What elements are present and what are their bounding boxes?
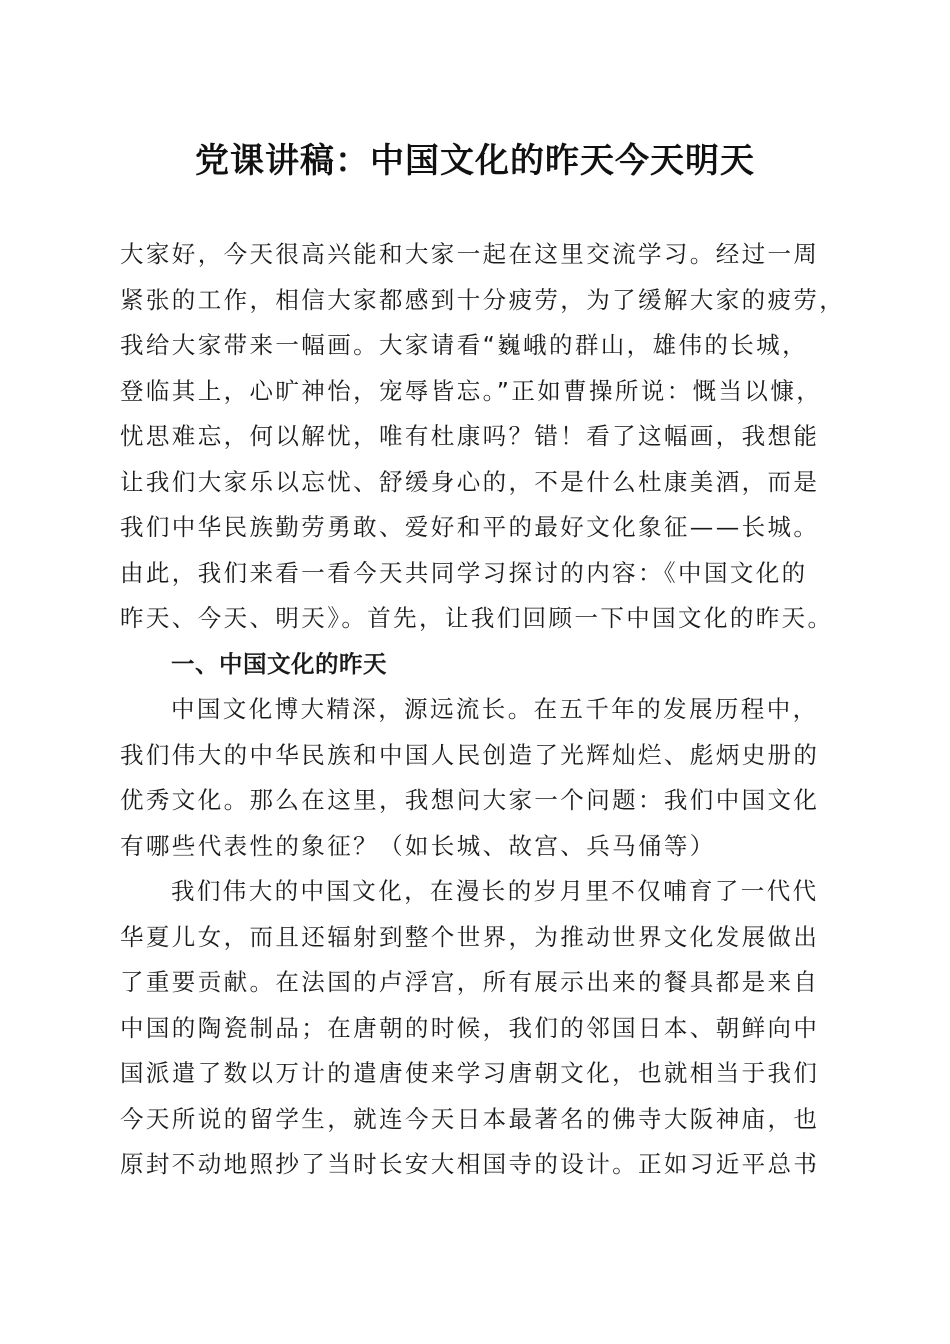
- text-line: 大家好，今天很高兴能和大家一起在这里交流学习。经过一周: [120, 240, 820, 268]
- text-line: 紧张的工作，相信大家都感到十分疲劳，为了缓解大家的疲劳，: [120, 285, 846, 314]
- text-line: 优秀文化。那么在这里，我想问大家一个问题：我们中国文化: [120, 786, 820, 814]
- text-line: 有哪些代表性的象征？（如长城、故宫、兵马俑等）: [120, 831, 716, 860]
- text-line: 由此，我们来看一看今天共同学习探讨的内容：《中国文化的: [120, 558, 808, 587]
- text-line: 中国文化博大精深，源远流长。在五千年的发展历程中，: [171, 695, 819, 723]
- text-line: 中国的陶瓷制品；在唐朝的时候，我们的邻国日本、朝鲜向中: [120, 1013, 820, 1042]
- text-line: 今天所说的留学生，就连今天日本最著名的佛寺大阪神庙，也: [120, 1104, 820, 1133]
- paragraph-influence: [120, 869, 832, 1188]
- document-title: 党课讲稿：中国文化的昨天今天明天: [195, 141, 755, 181]
- text-line: 我给大家带来一幅画。大家请看“巍峨的群山，雄伟的长城，: [120, 331, 808, 359]
- text-line: 昨天、今天、明天》。首先，让我们回顾一下中国文化的昨天。: [120, 604, 834, 632]
- text-line: 忧思难忘，何以解忧，唯有杜康吗？错！看了这幅画，我想能: [120, 422, 820, 450]
- text-line: 我们伟大的中华民族和中国人民创造了光辉灿烂、彪炳史册的: [120, 740, 820, 769]
- paragraph-intro: [120, 232, 846, 642]
- text-line: 我们中华民族勤劳勇敢、爱好和平的最好文化象征——长城。: [120, 513, 820, 541]
- paragraph-symbols: [120, 687, 832, 869]
- text-line: 我们伟大的中国文化，在漫长的岁月里不仅哺育了一代代: [171, 877, 819, 905]
- text-line: 华夏儿女，而且还辐射到整个世界，为推动世界文化发展做出: [120, 922, 820, 951]
- text-line: 了重要贡献。在法国的卢浮宫，所有展示出来的餐具都是来自: [120, 968, 820, 996]
- text-line: 登临其上，心旷神怡，宠辱皆忘。”正如曹操所说：慨当以慷，: [120, 376, 823, 405]
- text-line: 原封不动地照抄了当时长安大相国寺的设计。正如习近平总书: [120, 1150, 820, 1178]
- section-heading: 一、中国文化的昨天: [171, 649, 387, 678]
- text-line: 国派遣了数以万计的遣唐使来学习唐朝文化，也就相当于我们: [120, 1059, 820, 1087]
- text-line: 让我们大家乐以忘忧、舒缓身心的，不是什么杜康美酒，而是: [120, 467, 820, 496]
- document-body: [120, 232, 846, 1188]
